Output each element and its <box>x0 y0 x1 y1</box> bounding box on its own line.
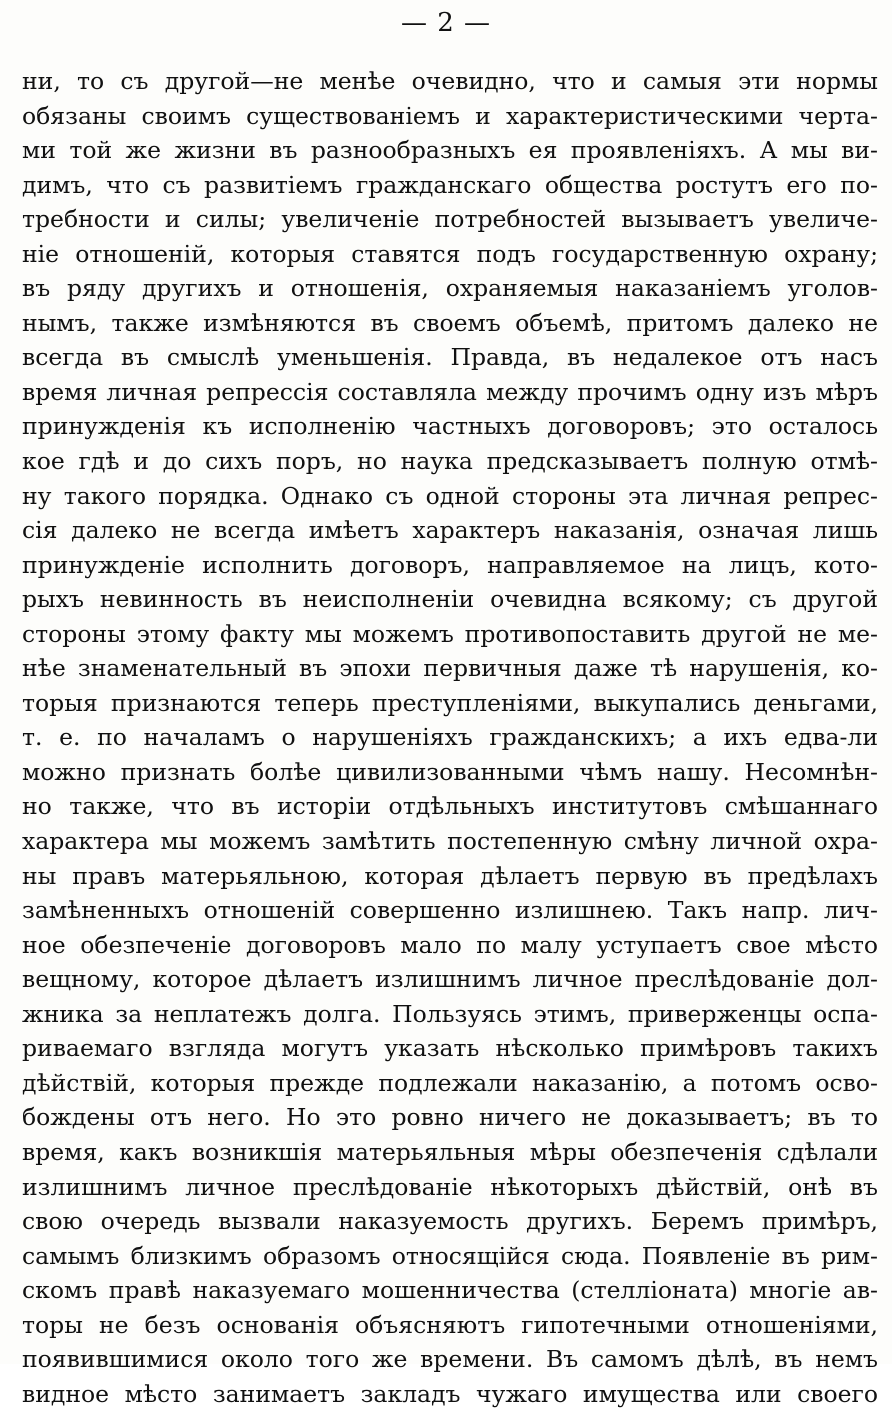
text-line: вещному, которое дѣлаетъ излишнимъ личное преслѣдованіе дол- <box>22 965 878 994</box>
text-line: ну такого порядка. Однако съ одной стороны эта личная репрес- <box>22 481 878 510</box>
text-line: скомъ правѣ наказуемаго мошенничества (стелліоната) многіе ав- <box>22 1276 878 1305</box>
text-line: ми той же жизни въ разнообразныхъ ея проявленіяхъ. А мы ви- <box>22 136 878 165</box>
text-line: требности и силы; увеличеніе потребностей вызываетъ увеличе- <box>22 205 878 234</box>
text-line: торы не безъ основанія объясняютъ гипотечными отношеніями, <box>22 1310 878 1339</box>
text-line: торыя признаются теперь преступленіями, выкупались деньгами, <box>22 688 878 717</box>
text-line: самымъ близкимъ образомъ относящійся сюда. Появленіе въ рим- <box>22 1241 878 1270</box>
text-line: можно признать болѣе цивилизованными чѣмъ нашу. Несомнѣн- <box>22 757 878 786</box>
text-line: сія далеко не всегда имѣетъ характеръ наказанія, означая лишь <box>22 516 878 545</box>
text-line: излишнимъ личное преслѣдованіе нѣкоторыхъ дѣйствій, онѣ въ <box>22 1172 878 1201</box>
text-line: но также, что въ исторіи отдѣльныхъ институтовъ смѣшаннаго <box>22 792 878 821</box>
text-line: обязаны своимъ существованіемъ и характеристическими черта- <box>22 101 878 130</box>
text-line: нымъ, также измѣняются въ своемъ объемѣ, притомъ далеко не <box>22 308 878 337</box>
body-text <box>22 64 878 1411</box>
text-line: принужденія къ исполненію частныхъ договоровъ; это осталось <box>22 412 878 441</box>
text-line: видное мѣсто занимаетъ закладъ чужаго имущества или своего <box>22 1379 878 1408</box>
text-line: характера мы можемъ замѣтить постепенную смѣну личной охра- <box>22 827 878 856</box>
text-line: нѣе знаменательный въ эпохи первичныя даже тѣ нарушенія, ко- <box>22 654 878 683</box>
text-line: время личная репрессія составляла между прочимъ одну изъ мѣръ <box>22 377 878 406</box>
text-line: ни, то съ другой—не менѣе очевидно, что и самыя эти нормы <box>22 67 878 95</box>
text-line: рыхъ невинность въ неисполненіи очевидна всякому; съ другой <box>22 585 878 614</box>
text-line: кое гдѣ и до сихъ поръ, но наука предсказываетъ полную отмѣ- <box>22 447 878 476</box>
text-line: риваемаго взгляда могутъ указать нѣсколько примѣровъ такихъ <box>22 1034 878 1063</box>
page-number: — 2 — <box>400 8 492 38</box>
text-line: время, какъ возникшія матерьяльныя мѣры обезпеченія сдѣлали <box>22 1137 878 1166</box>
text-line: жника за неплатежъ долга. Пользуясь этимъ, приверженцы оспа- <box>22 999 878 1028</box>
text-line: ны правъ матерьяльною, которая дѣлаетъ первую въ предѣлахъ <box>22 861 878 890</box>
text-line: т. е. по началамъ о нарушеніяхъ гражданскихъ; а ихъ едва-ли <box>22 723 878 752</box>
text-line: всегда въ смыслѣ уменьшенія. Правда, въ недалекое отъ насъ <box>22 343 878 372</box>
text-line: стороны этому факту мы можемъ противопоставить другой не ме- <box>22 619 878 648</box>
text-line: димъ, что съ развитіемъ гражданскаго общества ростутъ его по- <box>22 170 878 199</box>
text-line: ніе отношеній, которыя ставятся подъ государственную охрану; <box>22 239 878 268</box>
text-line: въ ряду другихъ и отношенія, охраняемыя наказаніемъ уголов- <box>22 274 878 303</box>
text-line: появившимися около того же времени. Въ самомъ дѣлѣ, въ немъ <box>22 1345 878 1374</box>
text-line: принужденіе исполнить договоръ, направляемое на лицъ, кото- <box>22 550 878 579</box>
text-line: бождены отъ него. Но это ровно ничего не доказываетъ; въ то <box>22 1103 878 1132</box>
text-line: ное обезпеченіе договоровъ мало по малу уступаетъ свое мѣсто <box>22 930 878 959</box>
text-line: дѣйствій, которыя прежде подлежали наказанію, а потомъ осво- <box>22 1068 878 1097</box>
text-line: свою очередь вызвали наказуемость другихъ. Беремъ примѣръ, <box>22 1207 878 1236</box>
text-line: замѣненныхъ отношеній совершенно излишнею. Такъ напр. лич- <box>22 896 878 925</box>
